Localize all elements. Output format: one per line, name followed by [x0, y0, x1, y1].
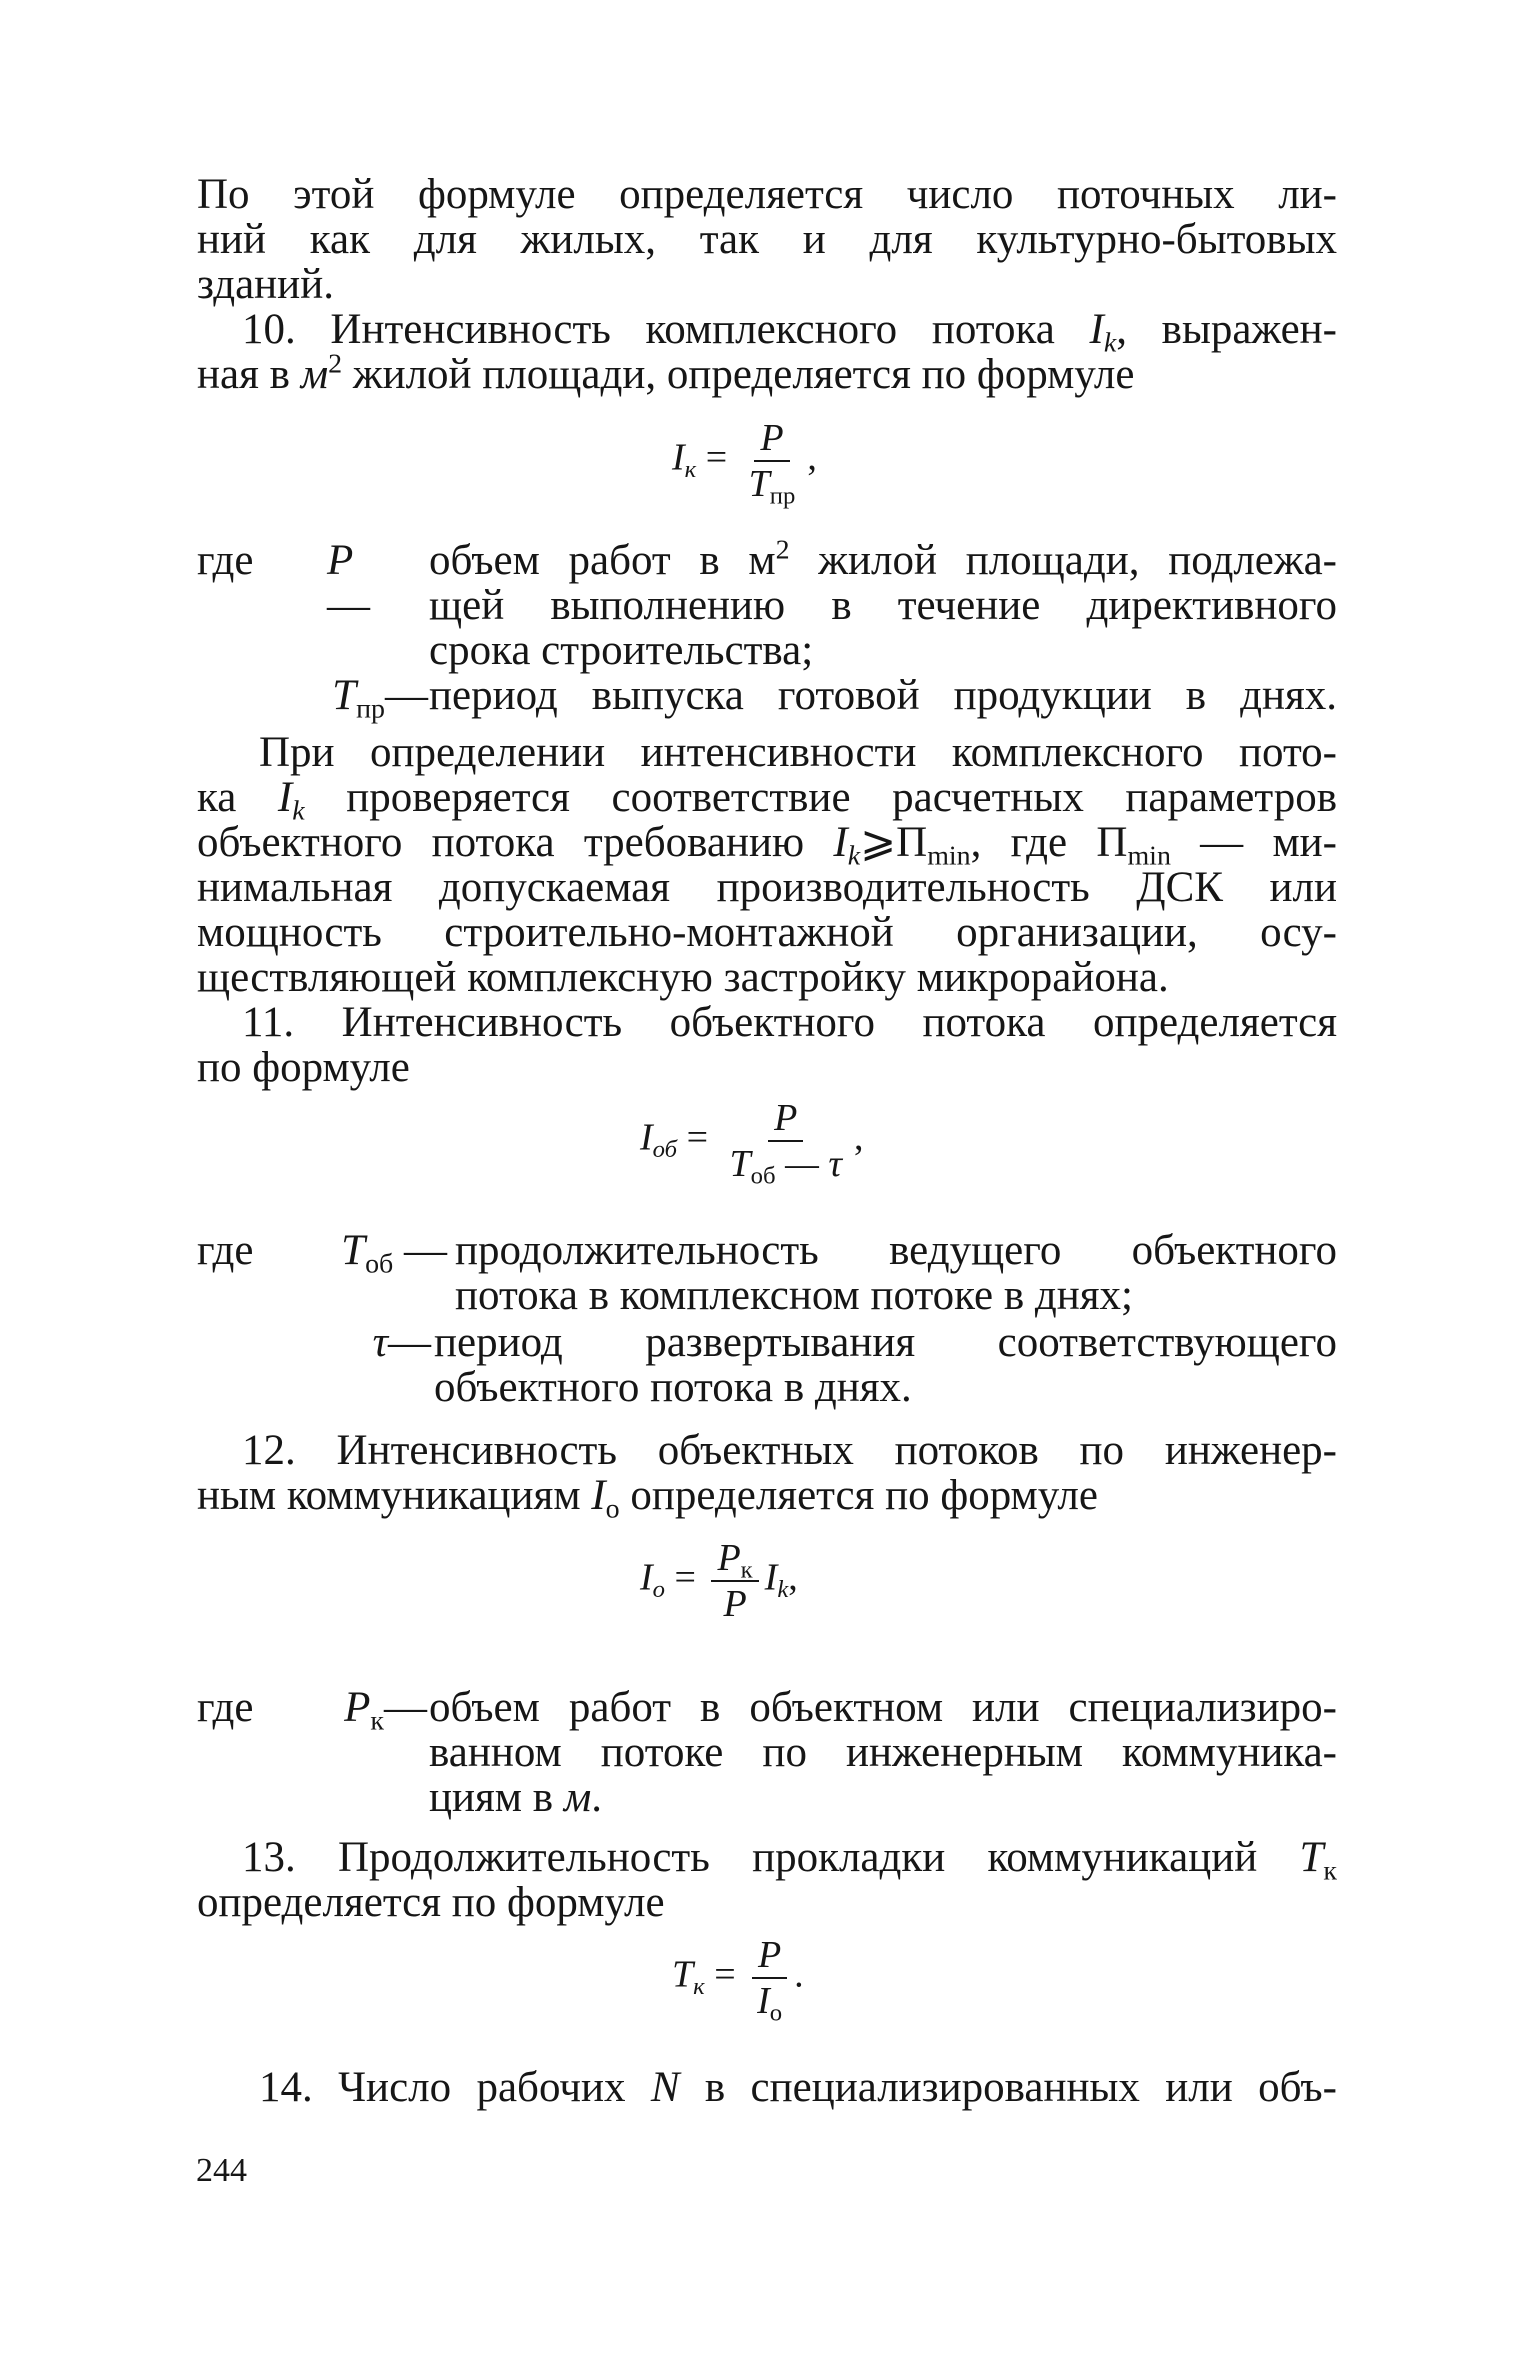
page-number: 244	[196, 2152, 247, 2189]
formula-intensity-object: $I_{об}$ = $\frac{P}{T_{об} — \tau}$ ,	[640, 1097, 864, 1190]
text-line: По этой формуле определяется число поточных ли-	[197, 171, 1337, 218]
gde-label: где	[197, 1227, 254, 1274]
symbol: τ—	[372, 1319, 431, 1366]
paragraph-12	[197, 1427, 1337, 1525]
definitions-formula2	[197, 1228, 1337, 1418]
text-line: объектного потока требованию $I_k⩾П_{min}$, где $П_{min}$ — ми-	[197, 819, 1337, 872]
text-line: ществляющей комплексную застройку микрорайона.	[197, 954, 1169, 1001]
text-line: ным коммуникациям $I_о$ определяется по формуле	[197, 1472, 1098, 1525]
text-line: 12. Интенсивность объектных потоков по инженер-	[242, 1427, 1337, 1474]
definition-text: период выпуска готовой продукции в днях.	[429, 672, 1337, 719]
text-line: по формуле	[197, 1044, 410, 1091]
text-line: ка $I_k$ проверяется соответствие расчетных параметров	[197, 774, 1337, 827]
fraction: $\frac{P}{I_о}$	[751, 1935, 788, 2021]
symbol: $T_{пр}—$	[332, 672, 428, 725]
paragraph-check	[197, 730, 1337, 1000]
paragraph-10	[197, 307, 1337, 397]
text-line: 13. Продолжительность прокладки коммуникаций $T_к$	[242, 1834, 1337, 1887]
symbol: $P_к—$	[344, 1684, 427, 1737]
gde-label: где	[197, 1684, 254, 1731]
definition-text: объем работ в $м^2$ жилой площади, подлежа- щей выполнению в течение директивного срока строительства;	[429, 534, 1338, 674]
symbol: P —	[327, 537, 370, 629]
text-line: определяется по формуле	[197, 1879, 665, 1926]
text-line: нимальная допускаемая производительность ДСК или	[197, 864, 1337, 911]
formula-intensity-complex: $I_к$ = $\frac{P}{T_{пр}}$ ,	[672, 417, 817, 510]
paragraph-11	[197, 1000, 1337, 1090]
fraction: $\frac{P_к}{P}$	[711, 1538, 758, 1624]
symbol: $T_{об}$ —	[341, 1227, 447, 1280]
paragraph-14	[197, 2065, 1337, 2110]
definition-text: период развертывания соответствующего объектного потока в днях.	[434, 1319, 1337, 1411]
formula-duration: $T_к$ = $\frac{P}{I_о}$ .	[672, 1934, 804, 2027]
text-line: зданий.	[197, 261, 334, 308]
text-line: ная в $м^2$ жилой площади, определяется по формуле	[197, 348, 1135, 398]
text-line: мощность строительно-монтажной организации, осу-	[197, 909, 1337, 956]
definition-text: продолжительность ведущего объектного потока в комплексном потоке в днях;	[455, 1227, 1337, 1319]
fraction: $\frac{P}{T_{об} — \tau}$	[729, 1097, 842, 1190]
text-line: При определении интенсивности комплексного пото-	[259, 729, 1337, 776]
text-line: 11. Интенсивность объектного потока определяется	[242, 999, 1337, 1046]
paragraph-13	[197, 1835, 1337, 1925]
definitions-formula3	[197, 1685, 1337, 1825]
fraction: $\frac{P}{T_{пр}}$	[748, 417, 796, 510]
definition-text: объем работ в объектном или специализиро- ванном потоке по инженерным коммуника- циям в м.	[429, 1684, 1337, 1821]
formula-intensity-engineering: $I_о$ = $\frac{P_к}{P}$ $I_k$,	[640, 1537, 798, 1625]
paragraph-intro	[197, 172, 1337, 307]
definitions-formula1	[197, 534, 1338, 725]
text-line: 10. Интенсивность комплексного потока $I_k$, выражен-	[242, 306, 1337, 359]
text-line: ний как для жилых, так и для культурно-бытовых	[197, 216, 1337, 263]
text-line: 14. Число рабочих N в специализированных или объ-	[259, 2064, 1337, 2111]
gde-label: где	[197, 537, 254, 584]
